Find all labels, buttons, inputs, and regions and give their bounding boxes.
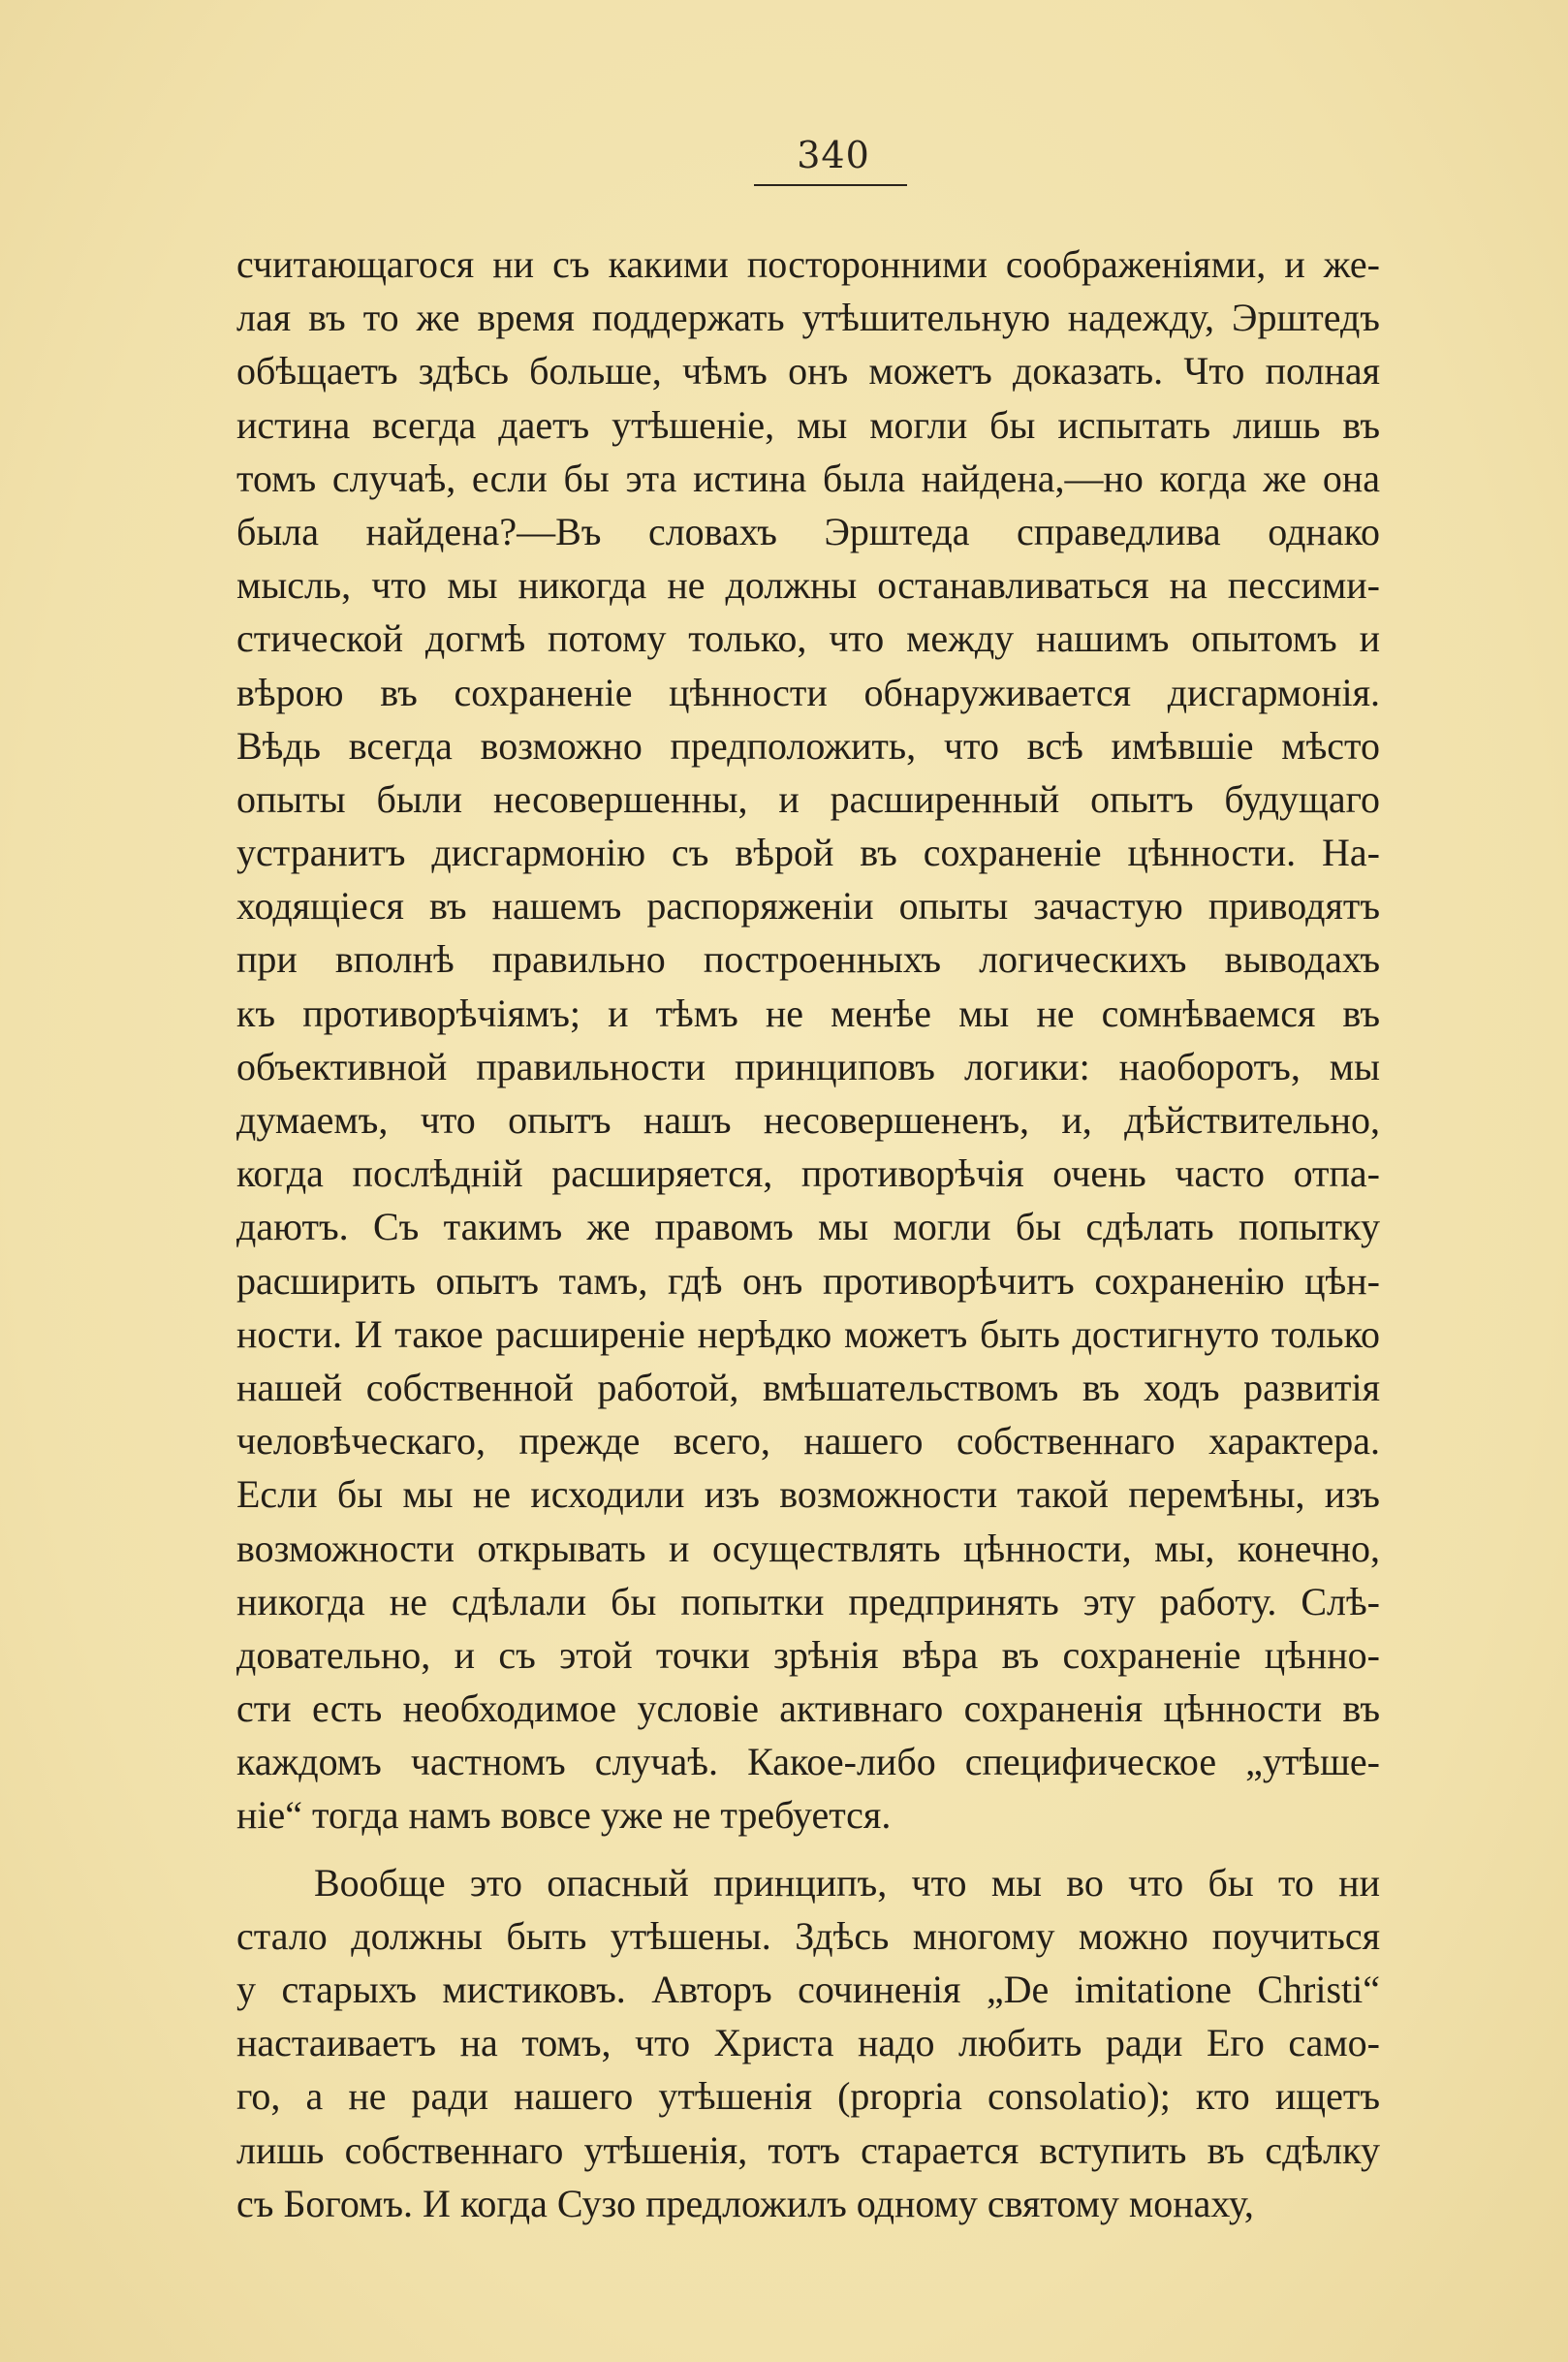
text-line: Вообще это опасный принципъ, что мы во что бы то ни [314,1860,1380,1905]
text-line: ходящіеся въ нашемъ распоряженіи опыты зачастую приводятъ [236,884,1380,929]
text-line: ніе“ тогда намъ вовсе уже не требуется. [236,1793,892,1838]
text-line: лишь собственнаго утѣшенія, тотъ старается вступить въ сдѣлку [236,2127,1380,2172]
text-line: къ противорѣчіямъ; и тѣмъ не менѣе мы не сомнѣваемся въ [236,991,1380,1035]
text-line: стало должны быть утѣшены. Здѣсь многому можно поучиться [236,1913,1380,1958]
text-line: ности. И такое расширеніе нерѣдко можетъ быть достигнуто только [236,1311,1380,1356]
text-line: истина всегда даетъ утѣшеніе, мы могли бы испытать лишь въ [236,402,1380,447]
text-line: при вполнѣ правильно построенныхъ логическихъ выводахъ [236,937,1380,982]
text-line: расширить опытъ тамъ, гдѣ онъ противорѣчитъ сохраненію цѣн- [236,1258,1380,1303]
text-line: го, а не ради нашего утѣшенія (propria consolatio); кто ищетъ [236,2074,1380,2119]
text-line: устранитъ дисгармонію съ вѣрой въ сохраненіе цѣнности. На- [236,831,1380,875]
text-line: считающагося ни съ какими посторонними соображеніями, и же- [236,242,1380,286]
text-line: думаемъ, что опытъ нашъ несовершененъ, и, дѣйствительно, [236,1098,1380,1142]
paragraph-gap [236,1842,1380,1856]
text-line: у старыхъ мистиковъ. Авторъ сочиненія „De imitatione Christi“ [236,1968,1380,2011]
text-line: стической догмѣ потому только, что между нашимъ опытомъ и [236,616,1380,661]
text-line: сти есть необходимое условіе активнаго сохраненія цѣнности въ [236,1686,1380,1731]
header-rule [754,184,907,186]
text-line: нашей собственной работой, вмѣшательствомъ въ ходъ развитія [236,1365,1380,1409]
text-line: человѣческаго, прежде всего, нашего собственнаго характера. [236,1419,1380,1464]
text-line: Вѣдь всегда возможно предположить, что всѣ имѣвшіе мѣсто [236,723,1380,768]
text-line: опыты были несовершенны, и расширенный опытъ будущаго [236,776,1380,821]
text-line: когда послѣдній расширяется, противорѣчія очень часто отпа- [236,1151,1380,1196]
text-line: даютъ. Съ такимъ же правомъ мы могли бы сдѣлать попытку [236,1205,1380,1249]
body-text [236,237,1380,2230]
text-line: возможности открывать и осуществлять цѣнности, мы, конечно, [236,1526,1380,1570]
text-line: объективной правильности принциповъ логики: наоборотъ, мы [236,1044,1380,1088]
text-line: мысль, что мы никогда не должны останавливаться на пессими- [236,563,1380,608]
text-line: обѣщаетъ здѣсь больше, чѣмъ онъ можетъ доказать. Что полная [236,349,1380,394]
text-line: вѣрою въ сохраненіе цѣнности обнаруживается дисгармонія. [236,670,1380,714]
text-line: была найдена?—Въ словахъ Эрштеда справедлива однако [236,509,1380,553]
text-line: съ Богомъ. И когда Сузо предложилъ одному святому монаху, [236,2181,1254,2225]
text-line: никогда не сдѣлали бы попытки предпринять эту работу. Слѣ- [236,1579,1380,1623]
text-line: Если бы мы не исходили изъ возможности такой перемѣны, изъ [236,1472,1380,1517]
text-line: лая въ то же время поддержать утѣшительную надежду, Эрштедъ [236,296,1380,340]
text-line: томъ случаѣ, если бы эта истина была найдена,—но когда же она [236,456,1380,500]
text-line: настаиваетъ на томъ, что Христа надо любить ради Его само- [236,2021,1380,2065]
text-line: каждомъ частномъ случаѣ. Какое-либо специфическое „утѣше- [236,1740,1380,1784]
text-line: довательно, и съ этой точки зрѣнія вѣра въ сохраненіе цѣнно- [236,1632,1380,1677]
page-number: 340 [797,134,870,176]
